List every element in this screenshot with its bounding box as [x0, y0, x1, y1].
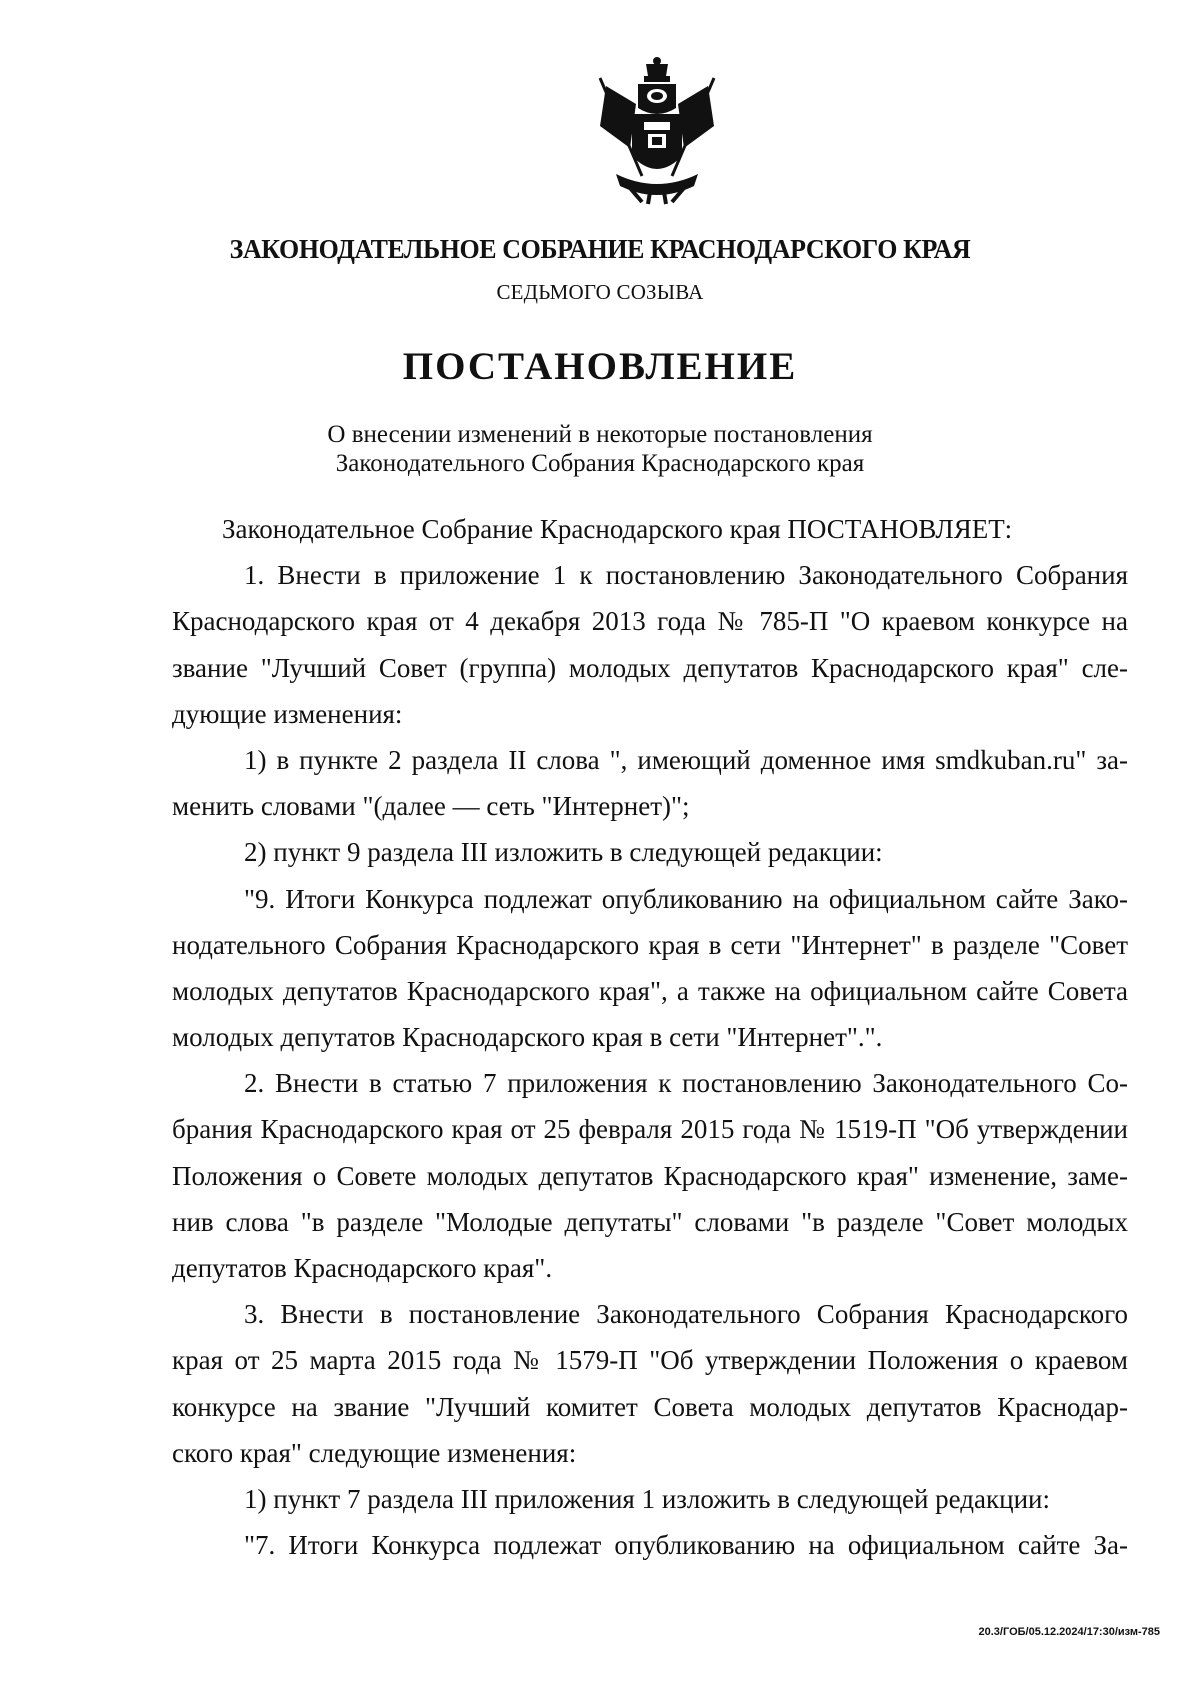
body-line: Законодательное Собрание Краснодарского края ПОСТАНОВЛЯЕТ:: [222, 514, 1013, 544]
body-line: ского края" следующие изменения:: [172, 1437, 577, 1468]
organization-title: ЗАКОНОДАТЕЛЬНОЕ СОБРАНИЕ КРАСНОДАРСКОГО КРАЯ: [229, 234, 971, 264]
subject-line: Законодательного Собрания Краснодарского края: [335, 450, 865, 477]
body-line: молодых депутатов Краснодарского края", а также на официальном сайте Совета: [172, 975, 1128, 1006]
body-line: нодательного Собрания Краснодарского края в сети "Интернет" в разделе "Совет: [172, 929, 1128, 960]
body-line: Краснодарского края от 4 декабря 2013 года № 785-П "О краевом конкурсе на: [172, 606, 1128, 637]
body-line: дующие изменения:: [172, 698, 403, 729]
body-line: 3. Внести в постановление Законодательного Собрания Краснодарского: [244, 1299, 1128, 1330]
body-line: брания Краснодарского края от 25 февраля 2015 года № 1519-П "Об утверждении: [172, 1114, 1128, 1145]
document-subject: [0, 420, 1200, 478]
subject-line: О внесении изменений в некоторые постановления: [327, 421, 873, 448]
body-line: 1) пункт 7 раздела III приложения 1 изложить в следующей редакции:: [244, 1483, 1050, 1514]
body-line: менить словами "(далее — сеть "Интернет)";: [172, 791, 690, 822]
document-body: [172, 506, 1128, 1568]
convocation-label: СЕДЬМОГО СОЗЫВА: [496, 280, 704, 304]
body-line: 1) в пункте 2 раздела II слова ", имеющий доменное имя smdkuban.ru" за-: [244, 744, 1128, 775]
body-line: 1. Внести в приложение 1 к постановлению Законодательного Собрания: [244, 560, 1128, 591]
document-type-title: ПОСТАНОВЛЕНИЕ: [402, 345, 798, 388]
body-line: конкурсе на звание "Лучший комитет Совета молодых депутатов Краснодар-: [172, 1391, 1128, 1422]
body-line: края от 25 марта 2015 года № 1579-П "Об утверждении Положения о краевом: [172, 1345, 1128, 1376]
body-line: 2) пункт 9 раздела III изложить в следующей редакции:: [244, 837, 883, 868]
coat-of-arms-icon: [586, 56, 728, 206]
body-line: звание "Лучший Совет (группа) молодых депутатов Краснодарского края" сле-: [172, 652, 1128, 683]
body-line: депутатов Краснодарского края".: [172, 1253, 553, 1283]
body-line: 2. Внести в статью 7 приложения к постановлению Законодательного Со-: [244, 1068, 1128, 1099]
body-line: "9. Итоги Конкурса подлежат опубликованию на официальном сайте Зако-: [244, 883, 1128, 914]
body-line: молодых депутатов Краснодарского края в сети "Интернет".".: [172, 1022, 883, 1053]
body-line: "7. Итоги Конкурса подлежат опубликованию на официальном сайте За-: [244, 1530, 1128, 1561]
document-registration-code: 20.3/ГОБ/05.12.2024/17:30/изм-785: [978, 1626, 1160, 1638]
body-line: Положения о Совете молодых депутатов Краснодарского края" изменение, заме-: [172, 1160, 1128, 1191]
body-line: нив слова "в разделе "Молодые депутаты" словами "в разделе "Совет молодых: [172, 1206, 1128, 1237]
